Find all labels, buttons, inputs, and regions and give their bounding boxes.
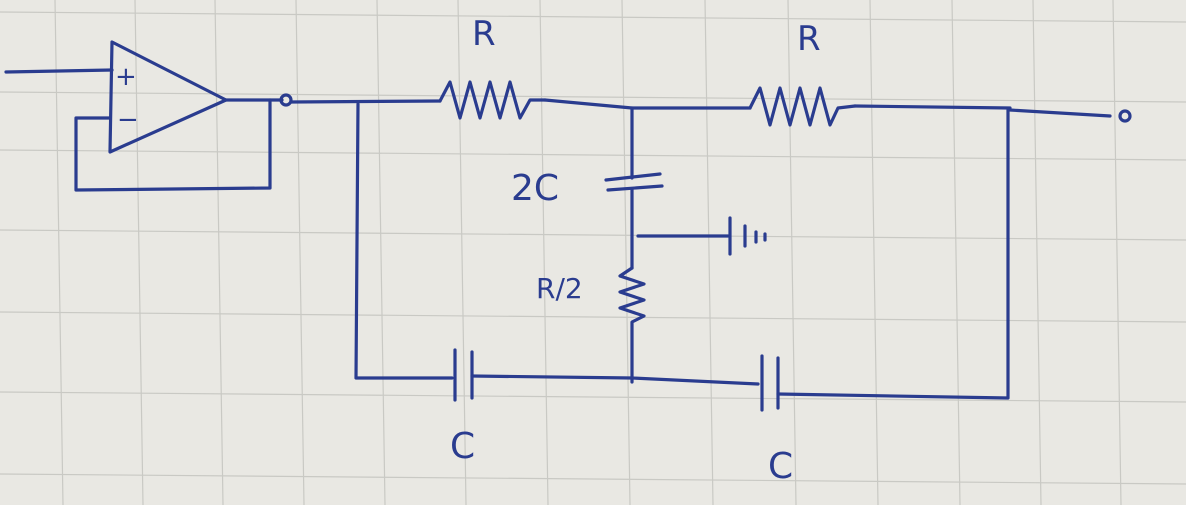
opamp-minus-sign: − [117, 105, 139, 135]
bottom-wire-middle [472, 376, 758, 384]
label-r-top-left: R [472, 14, 496, 54]
opamp-plus-sign: + [115, 62, 137, 92]
capacitor-bottom-right [762, 356, 778, 410]
output-wire [1010, 110, 1110, 116]
input-wire [6, 70, 112, 72]
label-c-left: C [450, 426, 476, 467]
label-r-half: R/2 [536, 272, 583, 305]
top-wire-right [855, 106, 1010, 108]
label-2c: 2C [511, 168, 560, 209]
top-wire-middle [545, 100, 750, 108]
resistor-top-left [440, 82, 545, 118]
capacitor-2c-plate-bottom [608, 186, 662, 190]
ground-symbol [730, 218, 765, 254]
buffer-output-node [281, 95, 291, 105]
resistor-r-half [620, 268, 644, 382]
output-terminal [1120, 111, 1130, 121]
capacitor-bottom-left [455, 350, 472, 400]
bottom-wire-right [778, 110, 1008, 398]
label-r-top-right: R [797, 19, 821, 59]
left-vertical-wire [356, 104, 452, 378]
opamp-triangle [110, 42, 226, 152]
feedback-wire [76, 100, 270, 190]
resistor-top-right [750, 88, 855, 125]
top-wire-left [291, 101, 440, 102]
label-c-right: C [768, 446, 794, 487]
